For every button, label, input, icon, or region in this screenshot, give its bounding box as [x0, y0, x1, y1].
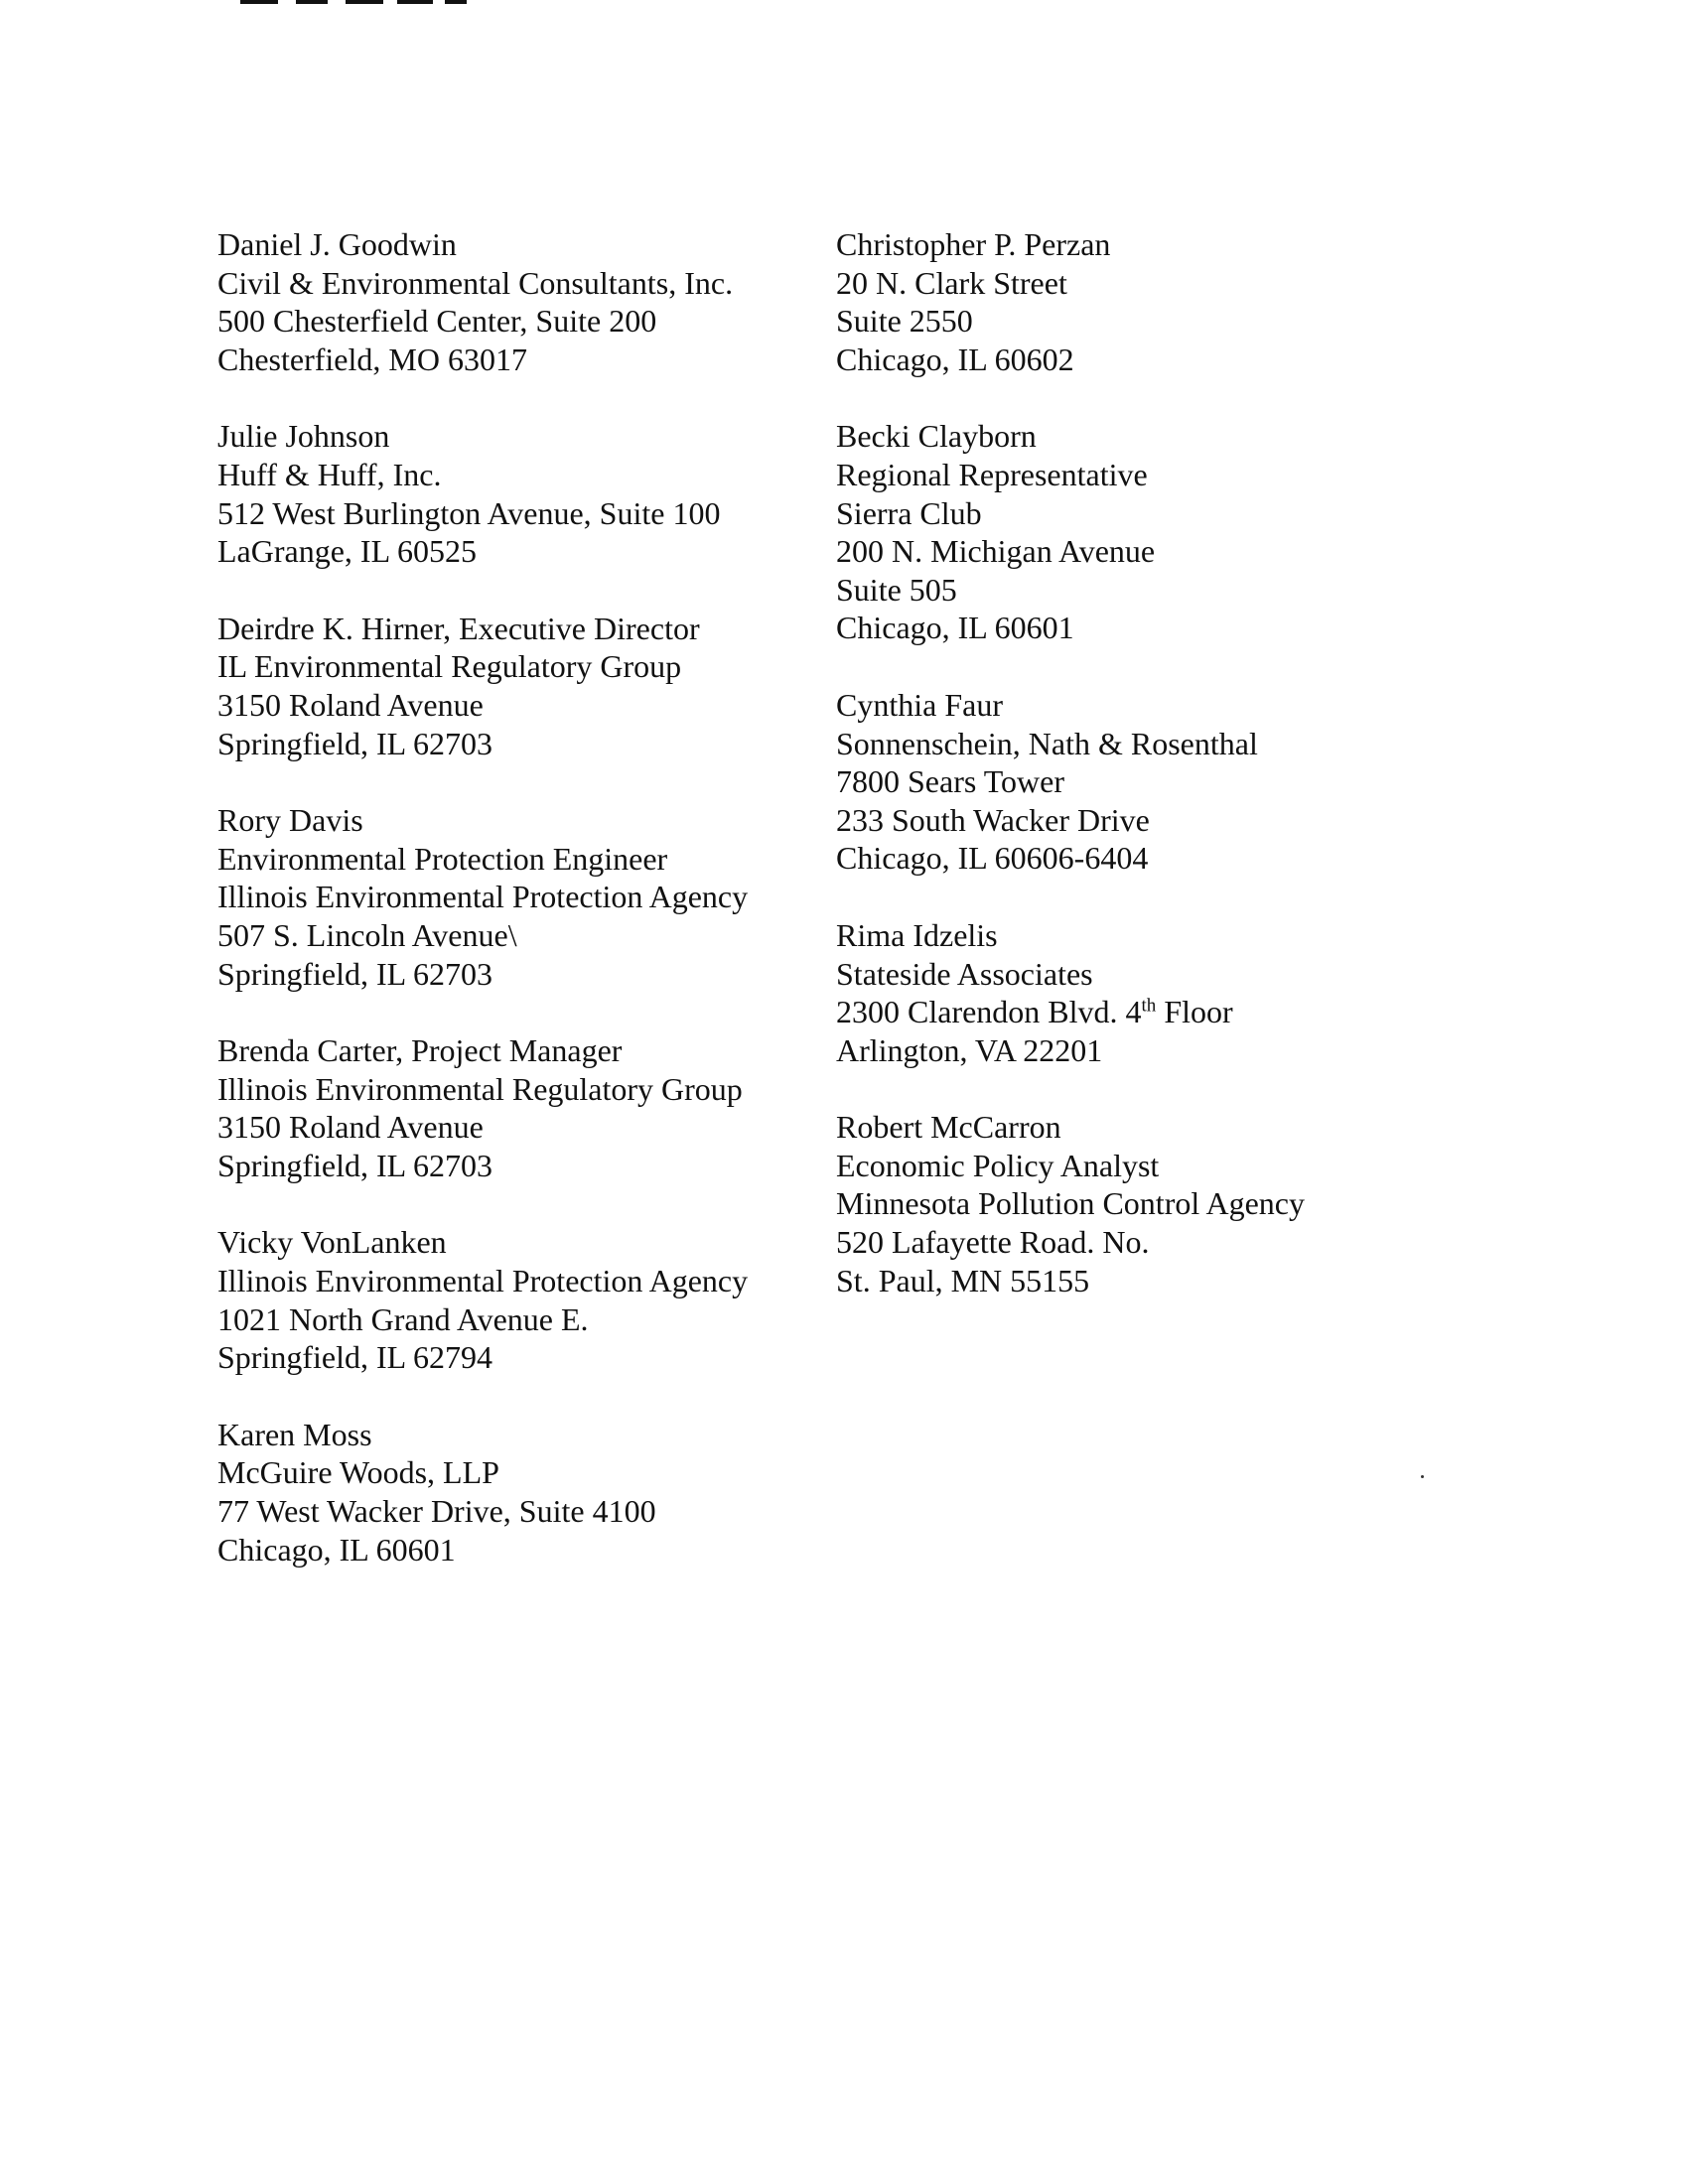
address-line: Chicago, IL 60606-6404 [836, 840, 1149, 877]
address-line: 512 West Burlington Avenue, Suite 100 [217, 494, 721, 531]
address-line: 233 South Wacker Drive [836, 801, 1150, 838]
address-line [836, 993, 1352, 1031]
address-line: 500 Chesterfield Center, Suite 200 [217, 303, 657, 340]
address-block [217, 225, 853, 378]
address-block [217, 1416, 853, 1569]
address-line: Springfield, IL 62703 [217, 725, 492, 761]
address-line-text: 2300 Clarendon Blvd. 4 [836, 994, 1142, 1030]
ordinal-superscript: th [1141, 995, 1157, 1017]
address-block [217, 417, 853, 570]
address-line: McGuire Woods, LLP [217, 1454, 499, 1491]
address-line: Illinois Environmental Regulatory Group [217, 1070, 743, 1107]
address-line: Sierra Club [836, 494, 982, 531]
address-line: 20 N. Clark Street [836, 264, 1067, 301]
contact-name: Vicky VonLanken [217, 1224, 447, 1261]
contact-name: Julie Johnson [217, 418, 390, 455]
address-line: Minnesota Pollution Control Agency [836, 1185, 1305, 1222]
address-line: Chicago, IL 60602 [836, 341, 1074, 377]
address-line: Illinois Environmental Protection Agency [217, 1263, 749, 1299]
address-line: IL Environmental Regulatory Group [217, 648, 682, 685]
address-line-suffix: Floor [1156, 994, 1233, 1030]
address-line: 520 Lafayette Road. No. [836, 1224, 1150, 1261]
address-line: Illinois Environmental Protection Agency [217, 879, 749, 915]
address-line: Arlington, VA 22201 [836, 1031, 1103, 1068]
contact-name: Becki Clayborn [836, 418, 1037, 455]
address-line: Stateside Associates [836, 955, 1093, 992]
contact-name: Christopher P. Perzan [836, 226, 1111, 262]
address-line: 200 N. Michigan Avenue [836, 533, 1156, 570]
address-line: Environmental Protection Engineer [217, 840, 668, 877]
address-block [217, 1223, 853, 1376]
contact-name: Rima Idzelis [836, 916, 998, 953]
address-column-left [217, 225, 853, 1607]
address-line: Suite 2550 [836, 303, 973, 340]
address-line: Chicago, IL 60601 [836, 610, 1074, 646]
address-line: Chicago, IL 60601 [217, 1531, 456, 1568]
address-line: Regional Representative [836, 456, 1148, 492]
address-line: St. Paul, MN 55155 [836, 1262, 1090, 1298]
address-line: Civil & Environmental Consultants, Inc. [217, 264, 734, 301]
contact-name: Brenda Carter, Project Manager [217, 1032, 623, 1069]
contact-name: Cynthia Faur [836, 686, 1003, 723]
address-block [217, 1031, 853, 1184]
address-block [836, 1108, 1352, 1299]
contact-name: Rory Davis [217, 802, 363, 839]
address-line: Suite 505 [836, 571, 957, 608]
address-line: Huff & Huff, Inc. [217, 456, 442, 492]
contact-name: Robert McCarron [836, 1109, 1061, 1146]
address-line: LaGrange, IL 60525 [217, 533, 477, 570]
address-block [217, 610, 853, 762]
address-line: 77 West Wacker Drive, Suite 4100 [217, 1493, 656, 1530]
address-block [836, 225, 1352, 378]
contact-name: Daniel J. Goodwin [217, 226, 457, 262]
address-line: 507 S. Lincoln Avenue\ [217, 916, 517, 953]
address-line: Springfield, IL 62703 [217, 1147, 492, 1183]
address-line: Economic Policy Analyst [836, 1147, 1160, 1183]
scan-speck [1421, 1475, 1424, 1478]
contact-name: Karen Moss [217, 1416, 372, 1452]
address-block [836, 916, 1352, 1069]
address-line: 1021 North Grand Avenue E. [217, 1300, 589, 1337]
scan-artifact-marks [240, 0, 469, 8]
address-line: 3150 Roland Avenue [217, 1109, 484, 1146]
address-block [836, 686, 1352, 878]
address-line: Chesterfield, MO 63017 [217, 341, 527, 377]
address-line: Springfield, IL 62794 [217, 1339, 492, 1376]
contact-name: Deirdre K. Hirner, Executive Director [217, 610, 700, 646]
address-block [836, 417, 1352, 647]
address-line: Sonnenschein, Nath & Rosenthal [836, 725, 1258, 761]
address-line: 3150 Roland Avenue [217, 686, 484, 723]
address-block [217, 801, 853, 993]
address-column-right [836, 225, 1352, 1338]
address-line: 7800 Sears Tower [836, 763, 1065, 800]
address-line: Springfield, IL 62703 [217, 955, 492, 992]
